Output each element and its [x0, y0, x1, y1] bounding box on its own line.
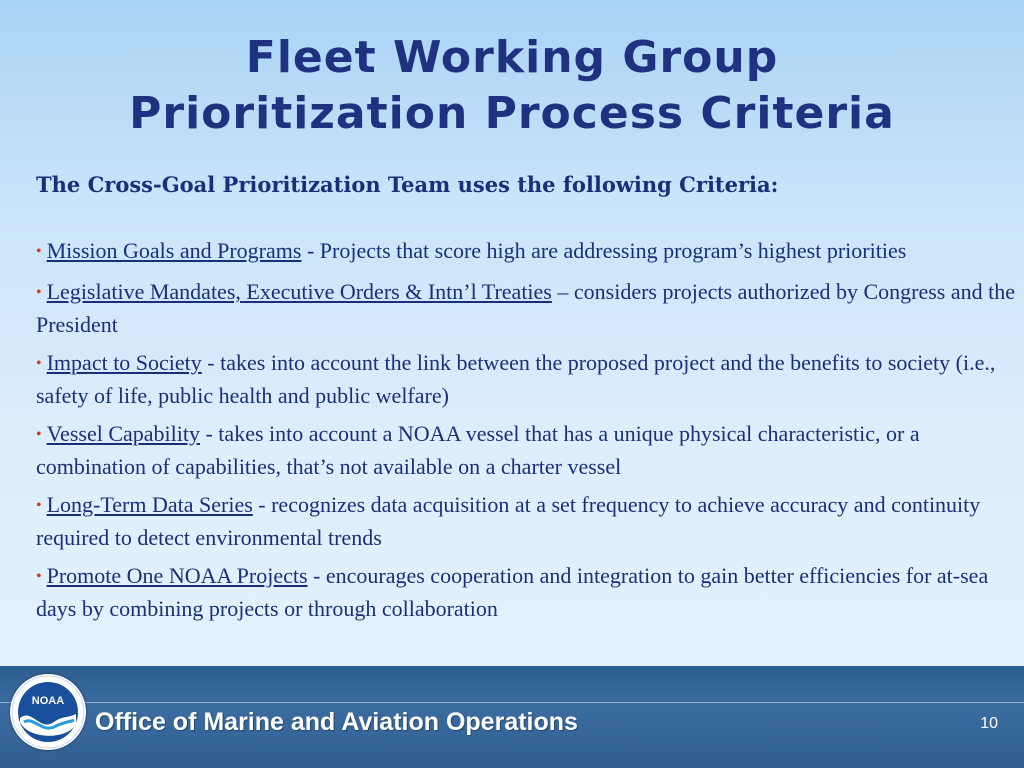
criteria-term: Vessel Capability: [46, 421, 200, 446]
criteria-description: - Projects that score high are addressing program’s highest priorities: [301, 238, 907, 263]
criteria-subheading: The Cross-Goal Prioritization Team uses the following Criteria:: [36, 172, 779, 197]
organization-name: Office of Marine and Aviation Operations: [95, 708, 578, 736]
bullet-icon: •: [36, 284, 42, 301]
criteria-item: [36, 348, 1016, 411]
criteria-description: - encourages cooperation and integration to gain better efficiencies for at-sea days by combining projects or through collaboration: [36, 563, 989, 621]
criteria-description: - takes into account a NOAA vessel that has a unique physical characteristic, or a combination of capabilities, that’s not available on a charter vessel: [36, 421, 920, 479]
criteria-item: [36, 236, 1016, 269]
criteria-item: [36, 490, 1016, 553]
criteria-term: Mission Goals and Programs: [46, 238, 302, 263]
footer-divider: [0, 702, 1024, 703]
criteria-term: Long-Term Data Series: [46, 492, 253, 517]
noaa-logo-graphic: [10, 674, 86, 750]
bullet-icon: •: [36, 568, 42, 585]
bullet-icon: •: [36, 497, 42, 514]
criteria-item: [36, 419, 1016, 482]
criteria-term: Promote One NOAA Projects: [46, 563, 308, 588]
slide-title: [0, 30, 1024, 142]
criteria-term: Legislative Mandates, Executive Orders & Intn’l Treaties: [46, 279, 552, 304]
bullet-icon: •: [36, 243, 42, 260]
page-number: 10: [980, 715, 998, 732]
noaa-logo-icon: [10, 674, 86, 750]
logo-text: NOAA: [31, 695, 65, 707]
criteria-description: - takes into account the link between the proposed project and the benefits to society (i.e., safety of life, public health and public welfare): [36, 350, 996, 408]
bullet-icon: •: [36, 355, 42, 372]
criteria-description: – considers projects authorized by Congress and the President: [36, 279, 1015, 337]
criteria-item: [36, 561, 1016, 624]
bullet-icon: •: [36, 426, 42, 443]
title-line-1: Fleet Working Group: [245, 32, 779, 83]
criteria-term: Impact to Society: [46, 350, 202, 375]
title-line-2: Prioritization Process Criteria: [129, 88, 895, 139]
criteria-item: [36, 277, 1016, 340]
criteria-list: [36, 236, 1016, 632]
criteria-description: - recognizes data acquisition at a set frequency to achieve accuracy and continuity required to detect environmental trends: [36, 492, 981, 550]
